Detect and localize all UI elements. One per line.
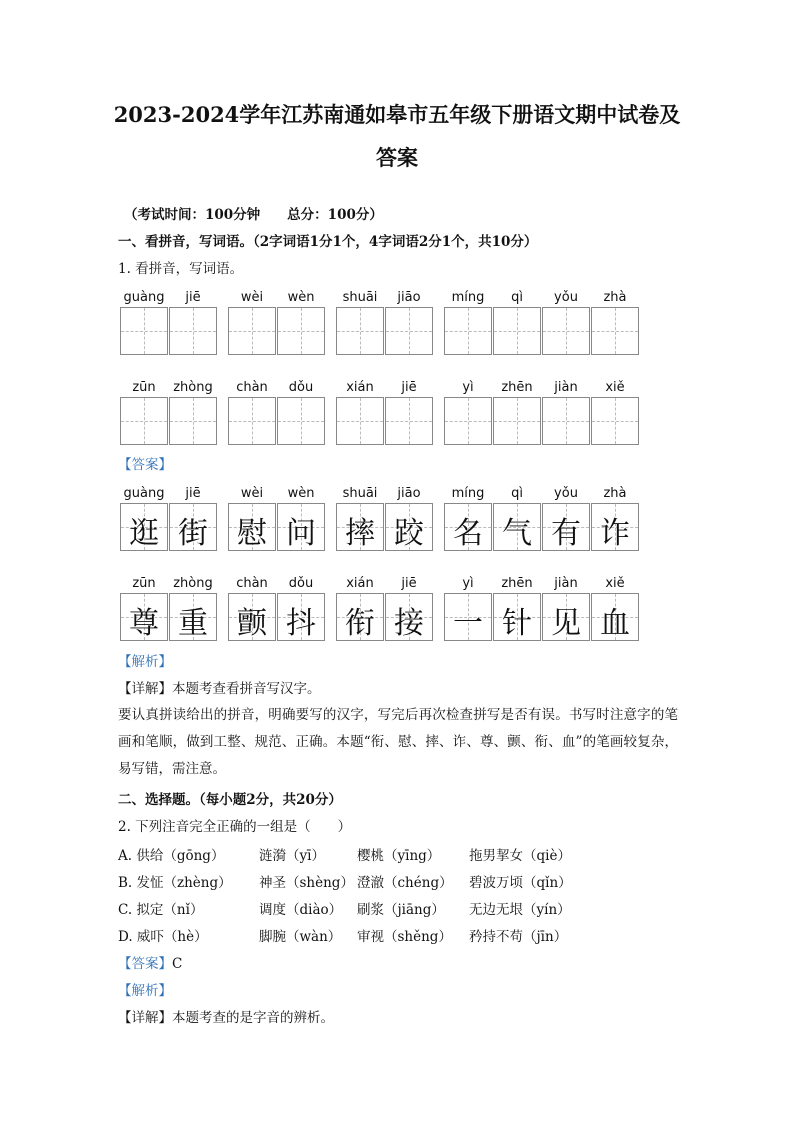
- writing-cell[interactable]: [277, 307, 325, 355]
- writing-cell[interactable]: [228, 307, 276, 355]
- pinyin-label: chàn: [236, 380, 268, 395]
- answer-character: 尊: [129, 606, 159, 641]
- answer-character: 问: [286, 516, 316, 551]
- writing-cell[interactable]: [120, 307, 168, 355]
- writing-cell[interactable]: [228, 397, 276, 445]
- answer-character: 跤: [394, 516, 424, 551]
- option-item: 审视（shěng）: [357, 929, 452, 945]
- answer-cell: [336, 593, 384, 641]
- pinyin-label: wèn: [287, 486, 315, 501]
- pinyin-label: míng: [451, 486, 485, 501]
- pinyin-label: qì: [511, 486, 523, 501]
- q1-detail-line: [118, 679, 321, 699]
- analysis-label-2: 【解析】: [118, 983, 172, 999]
- answer-character: 有: [551, 516, 581, 551]
- pinyin-label: jiàn: [554, 576, 578, 591]
- writing-cell[interactable]: [591, 307, 639, 355]
- answer-cell: [444, 503, 492, 551]
- pinyin-label: zūn: [132, 576, 156, 591]
- writing-cell[interactable]: [493, 307, 541, 355]
- pinyin-label: dǒu: [288, 380, 314, 395]
- pinyin-label: wèn: [287, 290, 315, 305]
- pinyin-label: zhēn: [501, 576, 533, 591]
- answer-cell: [169, 503, 217, 551]
- answer-cell: [493, 503, 541, 551]
- option-item: 脚腕（wàn）: [259, 929, 342, 945]
- pinyin-label: shuāi: [342, 486, 378, 501]
- answer-character: 见: [551, 606, 581, 641]
- pinyin-label: jiē: [185, 290, 201, 305]
- answer-cell: [277, 503, 325, 551]
- pinyin-label: yì: [462, 576, 474, 591]
- pinyin-label: zhēn: [501, 380, 533, 395]
- option-item: 涟漪（yī）: [259, 848, 325, 864]
- pinyin-label: xiě: [605, 576, 625, 591]
- option-item: 拖男挈女（qiè）: [469, 848, 571, 864]
- writing-cell[interactable]: [169, 397, 217, 445]
- answer-character: 一: [453, 606, 483, 641]
- pinyin-label: jiē: [401, 380, 417, 395]
- writing-cell[interactable]: [336, 307, 384, 355]
- answer-cell: [385, 503, 433, 551]
- answer-character: 抖: [286, 606, 316, 641]
- option-item: 调度（diào）: [259, 902, 343, 918]
- answer-character: 街: [178, 516, 208, 551]
- option-item: C. 拟定（nǐ）: [118, 902, 204, 918]
- q1-explanation: 要认真拼读给出的拼音，明确要写的汉字，写完后再次检查拼写是否有误。书写时注意字的笔画和笔顺，做到工整、规范、正确。本题“衔、慰、摔、诈、尊、颤、衔、血”的笔画较复杂，易写错，需注意。: [118, 707, 678, 777]
- section2-heading: 二、选择题。（每小题2分，共20分）: [118, 792, 342, 808]
- pinyin-label: guàng: [123, 290, 165, 305]
- answer-label: 【答案】: [118, 457, 172, 473]
- q2-text: 2. 下列注音完全正确的一组是（ ）: [118, 819, 352, 835]
- pinyin-label: yǒu: [554, 290, 578, 305]
- answer-cell: [444, 593, 492, 641]
- option-item: A. 供给（gōng）: [118, 848, 225, 864]
- answer-cell: [385, 593, 433, 641]
- pinyin-label: xián: [346, 380, 374, 395]
- pinyin-label: yì: [462, 380, 474, 395]
- q1-text: 1. 看拼音，写词语。: [118, 261, 244, 277]
- writing-cell[interactable]: [385, 307, 433, 355]
- writing-cell[interactable]: [336, 397, 384, 445]
- option-item: 神圣（shèng）: [259, 875, 354, 891]
- answer-character: 摔: [345, 516, 375, 551]
- answer-cell: [591, 593, 639, 641]
- pinyin-label: zhòng: [173, 576, 213, 591]
- analysis-label: 【解析】: [118, 654, 172, 670]
- writing-cell[interactable]: [385, 397, 433, 445]
- pinyin-label: míng: [451, 290, 485, 305]
- answer-character: 名: [453, 516, 483, 551]
- q2-detail: 本题考查的是字音的辨析。: [172, 1010, 334, 1026]
- answer-cell: [336, 503, 384, 551]
- pinyin-label: shuāi: [342, 290, 378, 305]
- writing-cell[interactable]: [591, 397, 639, 445]
- writing-cell[interactable]: [169, 307, 217, 355]
- pinyin-label: guàng: [123, 486, 165, 501]
- option-item: 无边无垠（yín）: [469, 902, 571, 918]
- q2-answer: C: [172, 956, 183, 972]
- writing-cell[interactable]: [277, 397, 325, 445]
- pinyin-label: zhà: [603, 290, 627, 305]
- pinyin-label: wèi: [240, 486, 264, 501]
- pinyin-label: jiàn: [554, 380, 578, 395]
- answer-character: 针: [502, 606, 532, 641]
- pinyin-label: yǒu: [554, 486, 578, 501]
- answer-character: 逛: [129, 516, 159, 551]
- answer-cell: [120, 593, 168, 641]
- q2-answer-line: [118, 954, 182, 974]
- option-item: D. 威吓（hè）: [118, 929, 208, 945]
- option-item: 澄澈（chéng）: [357, 875, 453, 891]
- q1-detail: 本题考查看拼音写汉字。: [172, 681, 321, 697]
- pinyin-label: zhà: [603, 486, 627, 501]
- answer-character: 血: [600, 606, 630, 641]
- option-item: B. 发怔（zhèng）: [118, 875, 232, 891]
- answer-cell: [228, 503, 276, 551]
- answer-character: 慰: [237, 516, 267, 551]
- pinyin-label: jiāo: [397, 290, 421, 305]
- pinyin-label: jiē: [401, 576, 417, 591]
- pinyin-label: zhòng: [173, 380, 213, 395]
- section1-heading: 一、看拼音，写词语。（2字词语1分1个，4字词语2分1个，共10分）: [118, 234, 538, 250]
- answer-label-2: 【答案】: [118, 956, 172, 972]
- pinyin-label: wèi: [240, 290, 264, 305]
- answer-cell: [542, 593, 590, 641]
- answer-character: 诈: [600, 516, 630, 551]
- answer-character: 气: [502, 516, 532, 551]
- answer-character: 接: [394, 606, 424, 641]
- detail-label: 【详解】: [118, 681, 172, 697]
- answer-character: 衔: [345, 606, 375, 641]
- answer-cell: [228, 593, 276, 641]
- answer-cell: [169, 593, 217, 641]
- detail-label-2: 【详解】: [118, 1010, 172, 1026]
- writing-cell[interactable]: [493, 397, 541, 445]
- pinyin-label: jiāo: [397, 486, 421, 501]
- answer-cell: [542, 503, 590, 551]
- answer-character: 重: [178, 606, 208, 641]
- answer-cell: [493, 593, 541, 641]
- pinyin-label: zūn: [132, 380, 156, 395]
- writing-cell[interactable]: [444, 307, 492, 355]
- pinyin-label: dǒu: [288, 576, 314, 591]
- answer-cell: [120, 503, 168, 551]
- answer-character: 颤: [237, 606, 267, 641]
- pinyin-label: chàn: [236, 576, 268, 591]
- q2-detail-line: [118, 1008, 334, 1028]
- option-item: 矜持不苟（jīn）: [469, 929, 568, 945]
- exam-info: （考试时间：100分钟 总分：100分）: [124, 207, 383, 223]
- pinyin-label: xiě: [605, 380, 625, 395]
- pinyin-label: jiē: [185, 486, 201, 501]
- pinyin-label: xián: [346, 576, 374, 591]
- writing-cell[interactable]: [444, 397, 492, 445]
- pinyin-label: qì: [511, 290, 523, 305]
- writing-cell[interactable]: [542, 307, 590, 355]
- answer-cell: [277, 593, 325, 641]
- option-item: 刷浆（jiāng）: [357, 902, 445, 918]
- answer-cell: [591, 503, 639, 551]
- writing-cell[interactable]: [542, 397, 590, 445]
- page-title-cont: 答案: [376, 145, 418, 170]
- page-title: 2023-2024学年江苏南通如皋市五年级下册语文期中试卷及: [113, 102, 681, 127]
- option-item: 碧波万顷（qǐn）: [469, 875, 572, 891]
- option-item: 樱桃（yīng）: [357, 848, 441, 864]
- writing-cell[interactable]: [120, 397, 168, 445]
